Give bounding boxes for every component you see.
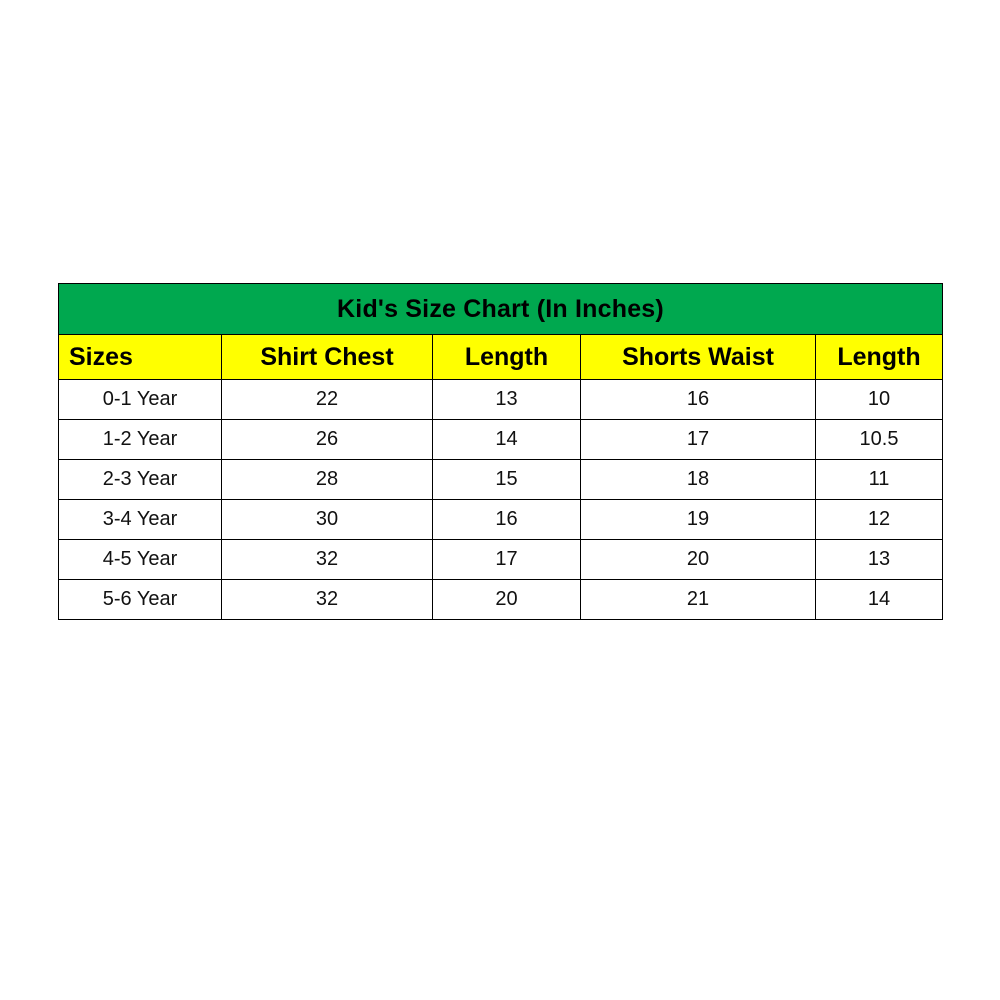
cell-shirt-length: 20 [433,580,581,620]
column-header-shirt-length: Length [433,335,581,380]
cell-shorts-waist: 16 [581,380,816,420]
cell-shirt-length: 16 [433,500,581,540]
table-header-row [59,335,943,380]
table-row [59,500,943,540]
table-row [59,540,943,580]
size-chart-table [58,283,943,620]
table-title-row [59,284,943,335]
chart-title: Kid's Size Chart (In Inches) [59,284,943,335]
cell-shorts-waist: 21 [581,580,816,620]
cell-size: 1-2 Year [59,420,222,460]
cell-shirt-chest: 32 [222,580,433,620]
cell-shorts-length: 14 [816,580,943,620]
table-row [59,420,943,460]
cell-shorts-length: 10.5 [816,420,943,460]
table-row [59,380,943,420]
column-header-shorts-length: Length [816,335,943,380]
cell-shorts-length: 10 [816,380,943,420]
cell-shirt-length: 13 [433,380,581,420]
cell-shorts-waist: 20 [581,540,816,580]
column-header-shorts-waist: Shorts Waist [581,335,816,380]
cell-shorts-length: 11 [816,460,943,500]
cell-size: 4-5 Year [59,540,222,580]
cell-shirt-chest: 22 [222,380,433,420]
table-row [59,460,943,500]
cell-shirt-chest: 26 [222,420,433,460]
cell-shirt-length: 14 [433,420,581,460]
cell-shirt-chest: 32 [222,540,433,580]
cell-shorts-waist: 17 [581,420,816,460]
cell-shorts-length: 13 [816,540,943,580]
cell-shirt-length: 17 [433,540,581,580]
cell-size: 0-1 Year [59,380,222,420]
size-chart-container [58,283,942,620]
cell-size: 3-4 Year [59,500,222,540]
cell-shirt-chest: 28 [222,460,433,500]
cell-shorts-waist: 18 [581,460,816,500]
column-header-sizes: Sizes [59,335,222,380]
table-row [59,580,943,620]
cell-size: 2-3 Year [59,460,222,500]
cell-size: 5-6 Year [59,580,222,620]
cell-shirt-length: 15 [433,460,581,500]
cell-shorts-length: 12 [816,500,943,540]
cell-shorts-waist: 19 [581,500,816,540]
column-header-shirt-chest: Shirt Chest [222,335,433,380]
cell-shirt-chest: 30 [222,500,433,540]
